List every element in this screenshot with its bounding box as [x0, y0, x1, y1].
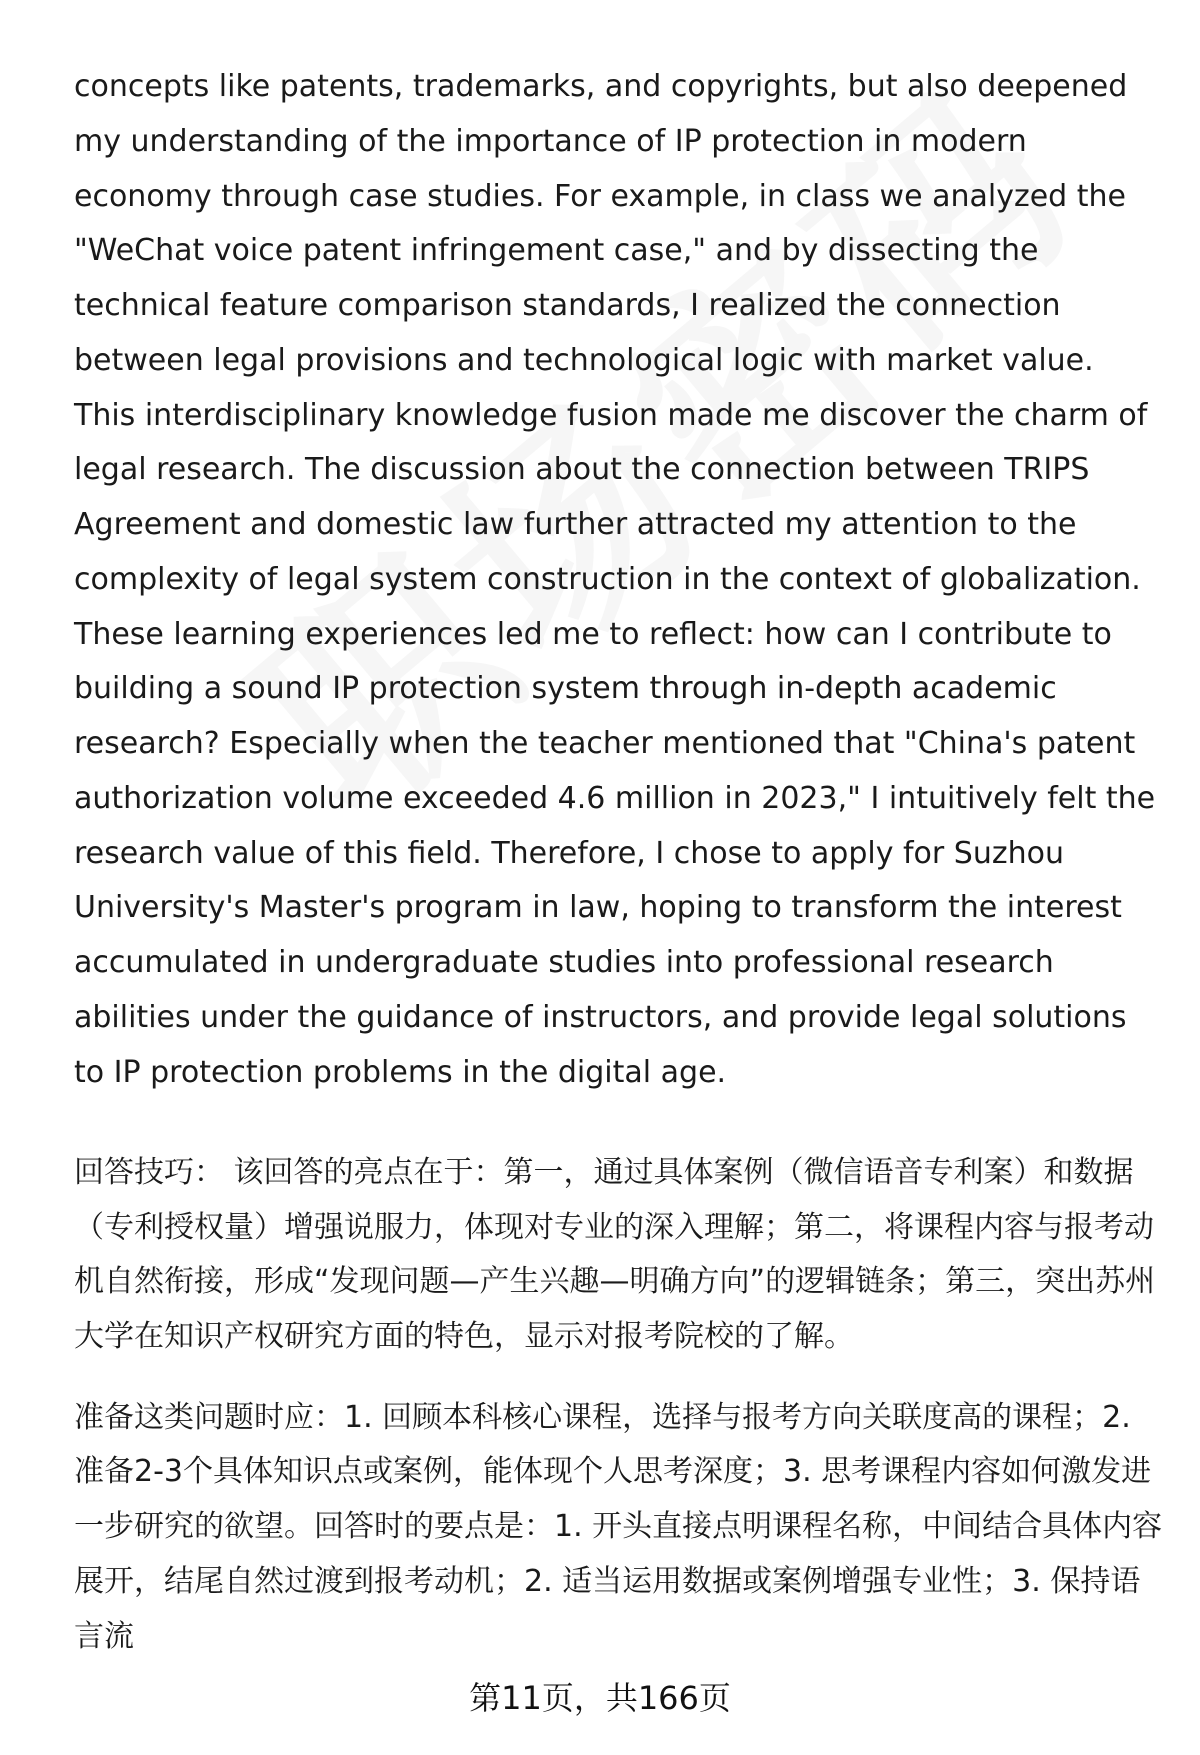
- preparation-paragraph: 准备这类问题时应：1. 回顾本科核心课程，选择与报考方向关联度高的课程；2. 准备2-3个具体知识点或案例，能体现个人思考深度；3. 思考课程内容如何激发进一步研究的欲望。回答时的要点是：1. 开头直接点明课程名称，中间结合具体内容展开，结尾自然过渡到报考动机；2. 适当运用数据或案例增强专业性；3. 保持语言流: [74, 1399, 1163, 1654]
- body-paragraph: concepts like patents, trademarks, and copyrights, but also deepened my understanding of the importance of IP protection in modern economy through case studies. For example, in class we analyzed the "WeChat voice patent infringement case," and by dissecting the technical feature comparison standards, I realized the connection between legal provisions and technological logic with market value. This interdisciplinary knowledge fusion made me discover the charm of legal research. The discussion about the connection between TRIPS Agreement and domestic law further attracted my attention to the complexity of legal system construction in the context of globalization. These learning experiences led me to reflect: how can I contribute to building a sound IP protection system through in-depth academic research? Especially when the teacher mentioned that "China's patent authorization volume exceeded 4.6 million in 2023," I intuitively felt the research value of this field. Therefore, I chose to apply for Suzhou University's Master's program in law, hoping to transform the interest accumulated in undergraduate studies into professional research abilities under the guidance of instructors, and provide legal solutions to IP protection problems in the digital age.: [74, 69, 1156, 1090]
- answer-tips-paragraph: 回答技巧： 该回答的亮点在于：第一，通过具体案例（微信语音专利案）和数据（专利授权量）增强说服力，体现对专业的深入理解；第二，将课程内容与报考动机自然衔接，形成“发现问题—产生兴趣—明确方向”的逻辑链条；第三，突出苏州大学在知识产权研究方面的特色，显示对报考院校的了解。: [74, 1154, 1156, 1355]
- page-number-footer: 第11页，共166页: [469, 1679, 731, 1717]
